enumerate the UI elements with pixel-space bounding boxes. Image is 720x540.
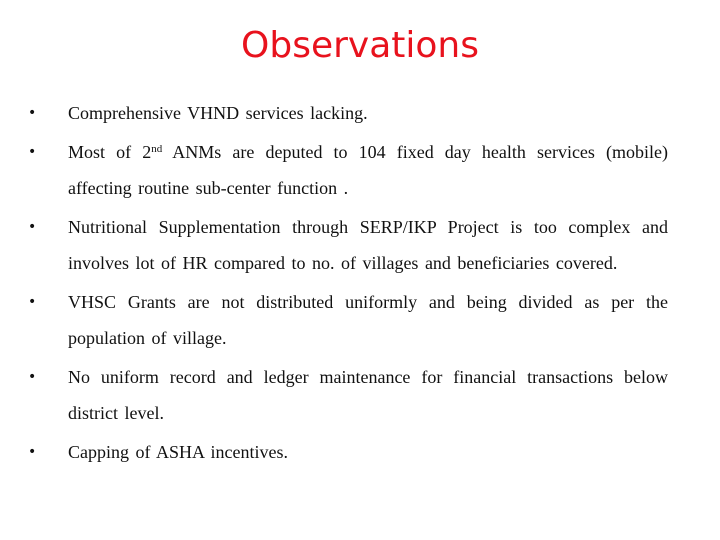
bullet-text [68, 134, 668, 206]
slide-title: Observations [241, 25, 479, 66]
bullet-text-part: ANMs are deputed to 104 fixed day health services (mobile) affecting routine sub-center function . [68, 142, 669, 198]
bullet-icon: • [28, 144, 37, 160]
bullet-item [28, 359, 668, 431]
bullet-text: Capping of ASHA incentives. [68, 442, 288, 462]
bullet-item [28, 95, 668, 131]
bullet-item [28, 434, 668, 470]
bullet-item [28, 134, 668, 206]
bullet-text-part: Most of 2 [68, 142, 152, 162]
bullet-icon: • [28, 444, 37, 460]
bullet-icon: • [28, 369, 37, 385]
bullet-icon: • [28, 219, 37, 235]
bullet-item [28, 284, 668, 356]
bullet-icon: • [28, 294, 37, 310]
bullet-text: Nutritional Supplementation through SERP/IKP Project is too complex and involves lot of HR compared to no. of villages and beneficiaries covered. [68, 217, 668, 273]
bullet-text: VHSC Grants are not distributed uniformly and being divided as per the population of village. [68, 292, 668, 348]
bullet-icon: • [28, 105, 37, 121]
bullet-text: No uniform record and ledger maintenance for financial transactions below district level. [68, 367, 668, 423]
bullet-text: Comprehensive VHND services lacking. [68, 103, 368, 123]
ordinal-suffix: nd [151, 143, 163, 155]
bullet-item [28, 209, 668, 281]
bullet-list [28, 95, 668, 473]
